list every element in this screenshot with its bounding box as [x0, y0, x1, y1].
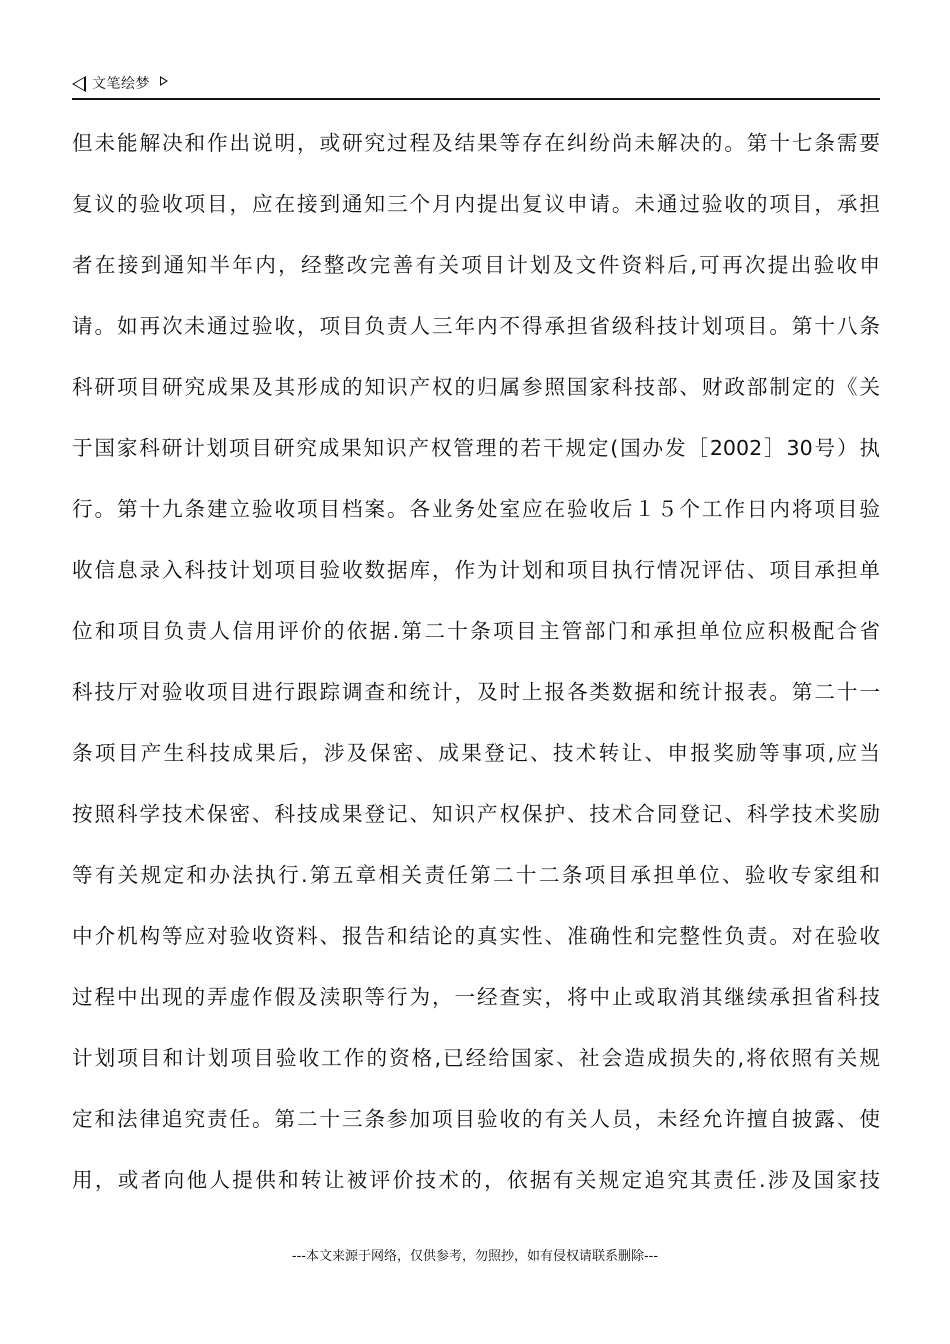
body-line: 条项目产生科技成果后，涉及保密、成果登记、技术转让、申报奖励等事项,应当: [72, 741, 880, 765]
body-line: 过程中出现的弄虚作假及渎职等行为，一经查实，将中止或取消其继续承担省科技: [72, 985, 880, 1009]
body-line: 用，或者向他人提供和转让被评价技术的，依据有关规定追究其责任.涉及国家技: [72, 1168, 880, 1192]
body-line: 定和法律追究责任。第二十三条参加项目验收的有关人员，未经允许擅自披露、使: [72, 1107, 880, 1131]
document-body: [72, 124, 880, 1222]
triangle-right-outline-icon: [160, 76, 168, 86]
body-line: 科研项目研究成果及其形成的知识产权的归属参照国家科技部、财政部制定的《关: [72, 375, 880, 399]
body-line: 但未能解决和作出说明，或研究过程及结果等存在纠纷尚未解决的。第十七条需要: [72, 131, 880, 155]
header-title: 文笔绘梦: [92, 76, 150, 92]
body-line: 请。如再次未通过验收，项目负责人三年内不得承担省级科技计划项目。第十八条: [72, 314, 880, 338]
page-header: [72, 74, 880, 100]
body-line: 按照科学技术保密、科技成果登记、知识产权保护、技术合同登记、科学技术奖励: [72, 802, 880, 826]
triangle-left-outline-icon: [72, 76, 86, 92]
body-line: 等有关规定和办法执行.第五章相关责任第二十二条项目承担单位、验收专家组和: [72, 863, 880, 887]
body-line: 计划项目和计划项目验收工作的资格,已经给国家、社会造成损失的,将依照有关规: [72, 1046, 880, 1070]
body-line: 科技厅对验收项目进行跟踪调查和统计，及时上报各类数据和统计报表。第二十一: [72, 680, 880, 704]
body-line: 于国家科研计划项目研究成果知识产权管理的若干规定(国办发［2002］30号）执: [72, 436, 880, 460]
body-line: 位和项目负责人信用评价的依据.第二十条项目主管部门和承担单位应积极配合省: [72, 619, 880, 643]
body-line: 中介机构等应对验收资料、报告和结论的真实性、准确性和完整性负责。对在验收: [72, 924, 880, 948]
body-line: 收信息录入科技计划项目验收数据库，作为计划和项目执行情况评估、项目承担单: [72, 558, 880, 582]
body-line: 行。第十九条建立验收项目档案。各业务处室应在验收后１５个工作日内将项目验: [72, 497, 880, 521]
body-line: 者在接到通知半年内，经整改完善有关项目计划及文件资料后,可再次提出验收申: [72, 253, 880, 277]
page-footer: ---本文来源于网络，仅供参考，勿照抄，如有侵权请联系删除---: [291, 1249, 659, 1264]
body-line: 复议的验收项目，应在接到通知三个月内提出复议申请。未通过验收的项目，承担: [72, 192, 880, 216]
